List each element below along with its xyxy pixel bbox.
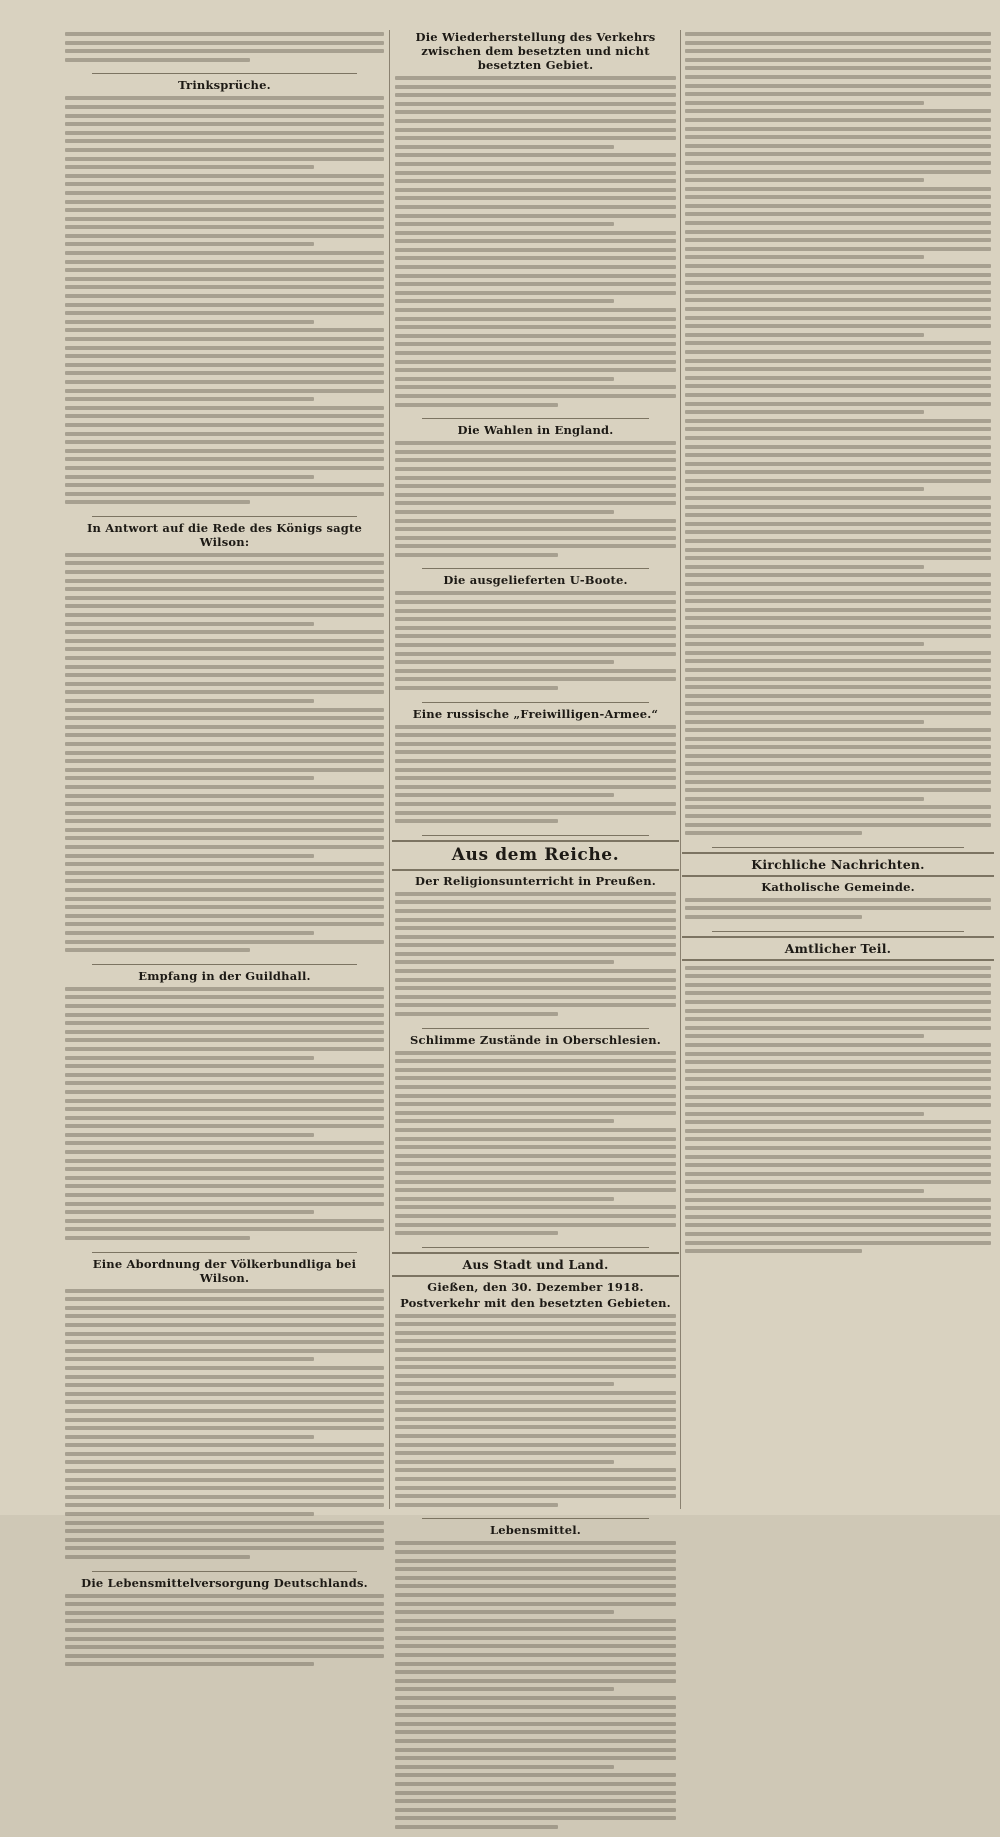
section-rule (92, 1252, 357, 1253)
section-heading: Trinksprüche. (178, 78, 271, 93)
section-heading: Die Wiederherstellung des Verkehrs zwischen dem besetzten und nicht besetzten Gebiet. (415, 30, 656, 72)
wahlen-england-section (392, 423, 679, 569)
section-heading: Die ausgelieferten U-Boote. (443, 573, 628, 588)
kirchliche-nachrichten-banner (682, 852, 994, 877)
section-rule (682, 875, 994, 877)
column-divider (389, 30, 390, 1509)
katholische-gemeinde-section (682, 880, 994, 932)
illegible-text-lines (682, 896, 994, 927)
section-heading: Aus dem Reiche. (451, 844, 620, 865)
section-heading: In Antwort auf die Rede des Königs sagte Wilson: (86, 520, 363, 549)
illegible-text-lines (392, 74, 679, 414)
section-rule (392, 1275, 679, 1277)
verkehr-gebiete-section (392, 30, 679, 419)
illegible-text-lines (682, 30, 994, 843)
section-heading: Katholische Gemeinde. (761, 879, 915, 894)
section-rule (422, 835, 649, 836)
section-heading: Die Lebensmittelversorgung Deutschlands. (81, 1575, 368, 1590)
section-heading: Kirchliche Nachrichten. (751, 856, 925, 872)
section-heading: Der Religionsunterricht in Preußen. (415, 873, 656, 888)
stadt-land-banner (392, 1252, 679, 1277)
illegible-text-lines (62, 1287, 387, 1567)
section-rule (422, 568, 649, 569)
illegible-text-lines (392, 439, 679, 564)
section-rule (712, 931, 964, 932)
religionsunterricht-section (392, 874, 679, 1029)
illegible-text-lines (392, 723, 679, 831)
section-heading: Aus Stadt und Land. (462, 1256, 609, 1272)
section-rule (422, 418, 649, 419)
illegible-text-lines (62, 30, 387, 69)
section-rule (392, 840, 679, 842)
illegible-text-lines (62, 1592, 387, 1674)
aus-dem-reiche-banner (392, 840, 679, 871)
antwort-wilson-section (62, 521, 387, 965)
c1-intro-paragraph (62, 30, 387, 74)
section-rule (682, 852, 994, 854)
section-heading: Die Wahlen in England. (457, 423, 614, 438)
illegible-text-lines (392, 1049, 679, 1243)
column-left (62, 30, 387, 1590)
section-rule (682, 936, 994, 938)
section-rule (422, 702, 649, 703)
section-heading: Lebensmittel. (489, 1523, 582, 1538)
u-boote-section (392, 573, 679, 702)
russische-armee-section (392, 707, 679, 836)
amtlicher-teil-banner (682, 936, 994, 961)
lebensmittel-section (392, 1523, 679, 1836)
section-rule (392, 869, 679, 871)
section-rule (392, 1252, 679, 1254)
section-heading: Gießen, den 30. Dezember 1918. (427, 1279, 644, 1294)
section-rule (92, 516, 357, 517)
section-rule (422, 1028, 649, 1029)
column-divider (680, 30, 681, 1509)
section-rule (422, 1247, 649, 1248)
section-heading: Postverkehr mit den besetzten Gebieten. (400, 1295, 671, 1310)
illegible-text-lines (392, 1312, 679, 1515)
section-heading: Eine Abordnung der Völkerbundliga bei Wilson. (92, 1256, 357, 1285)
illegible-text-lines (62, 985, 387, 1248)
section-heading: Eine russische „Freiwilligen-Armee.“ (412, 706, 659, 721)
illegible-text-lines (682, 964, 994, 1261)
section-heading: Amtlicher Teil. (784, 940, 892, 956)
column-right (682, 30, 994, 1509)
section-heading: Empfang in der Guildhall. (138, 968, 311, 983)
giessen-dateline (392, 1280, 679, 1294)
trinkspruche-section (62, 78, 387, 517)
illegible-text-lines (62, 551, 387, 960)
column-middle (392, 30, 679, 1538)
lebensmittelversorgung-section (62, 1576, 387, 1674)
section-rule (92, 1571, 357, 1572)
illegible-text-lines (62, 94, 387, 512)
illegible-text-lines (392, 589, 679, 697)
section-rule (92, 73, 357, 74)
volkerbundliga-section (62, 1257, 387, 1572)
illegible-text-lines (392, 890, 679, 1024)
section-rule (92, 964, 357, 965)
section-rule (422, 1518, 649, 1519)
amtlicher-teil-section (682, 964, 994, 1261)
c3-local-news (682, 30, 994, 848)
section-heading: Schlimme Zustände in Oberschlesien. (410, 1032, 661, 1047)
section-rule (712, 847, 964, 848)
guildhall-section (62, 969, 387, 1253)
section-rule (682, 959, 994, 961)
oberschlesien-section (392, 1033, 679, 1248)
postverkehr-section (392, 1296, 679, 1520)
illegible-text-lines (392, 1539, 679, 1836)
